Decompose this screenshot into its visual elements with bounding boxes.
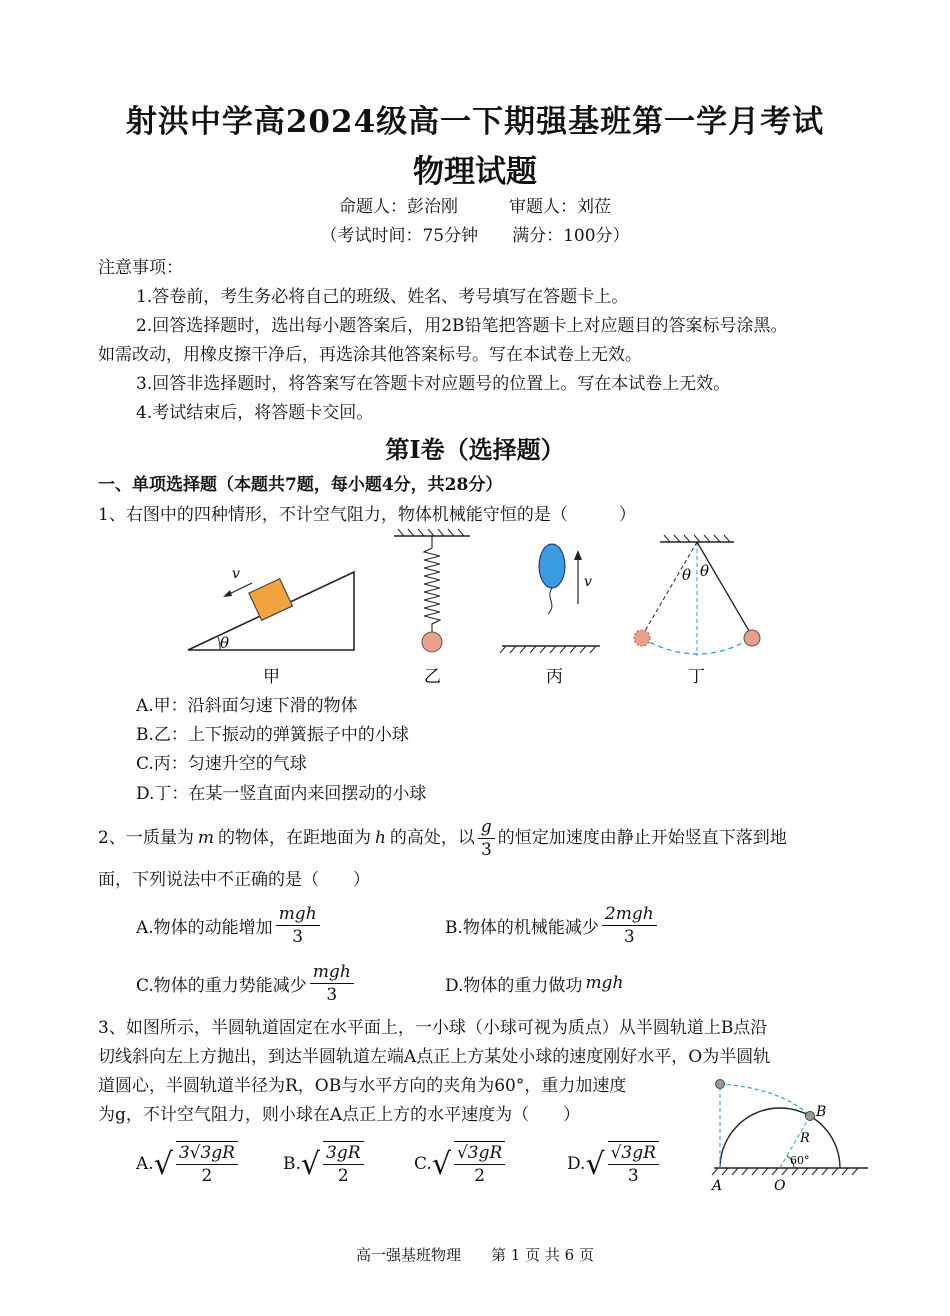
q2-stem: 2、一质量为 m 的物体，在距地面为 h 的高处，以 $\frac{g}{3}$ 的恒定加速度由静止开始竖直下落到地	[98, 816, 787, 860]
section-title: 第I卷（选择题）	[385, 435, 565, 464]
spring-figure	[394, 529, 470, 687]
q1-figure	[180, 528, 800, 692]
balloon-figure	[500, 544, 600, 687]
q2-option-d: D.物体的重力做功 mgh	[445, 973, 624, 996]
fig-label-ding: 丁	[688, 667, 705, 687]
svg-text:v: v	[232, 566, 240, 582]
authors-line: 命题人：彭治刚 审题人：刘莅	[339, 197, 611, 217]
exam-subtitle: 物理试题	[413, 154, 537, 190]
svg-text:O: O	[774, 1178, 786, 1194]
q1-stem: 1、右图中的四种情形，不计空气阻力，物体机械能守恒的是（ ）	[98, 505, 636, 525]
exam-title: 射洪中学高2024级高一下期强基班第一学月考试	[125, 104, 825, 140]
note-item-4: 4.考试结束后，将答题卡交回。	[136, 403, 374, 423]
q1-option-a: A.甲：沿斜面匀速下滑的物体	[136, 696, 358, 716]
q1-option-d: D.丁：在某一竖直面内来回摆动的小球	[136, 784, 427, 804]
q3-option-b: B. √ $\frac{3gR}{2}$	[283, 1136, 367, 1192]
note-item-3: 3.回答非选择题时，将答案写在答题卡对应题号的位置上。写在本试卷上无效。	[136, 374, 731, 394]
q1-option-c: C.丙：匀速升空的气球	[136, 754, 307, 774]
q3-line-3: 道圆心，半圆轨道半径为R，OB与水平方向的夹角为60°，重力加速度	[98, 1076, 627, 1096]
page-footer: 高一强基班物理 第 1 页 共 6 页	[356, 1246, 594, 1264]
fig-label-bing: 丙	[546, 667, 563, 687]
q3-option-a: A. √ $\frac{3√3gR}{2}$	[136, 1136, 241, 1192]
svg-text:R: R	[800, 1131, 810, 1146]
fig-label-jia: 甲	[263, 667, 280, 687]
q3-option-d: D. √ $\frac{√3gR}{3}$	[567, 1136, 662, 1192]
q3-option-c: C. √ $\frac{√3gR}{2}$	[414, 1136, 508, 1192]
q2-option-b: B.物体的机械能减少 $\frac{\text{2mgh}}{3}$	[445, 900, 660, 950]
svg-text:v: v	[584, 574, 592, 590]
sliding-block	[249, 579, 292, 621]
q2-stem-cont: 面，下列说法中不正确的是（ ）	[98, 870, 370, 890]
note-item-2-cont: 如需改动，用橡皮擦干净后，再选涂其他答案标号。写在本试卷上无效。	[98, 345, 642, 365]
q2-option-a: A.物体的动能增加 $\frac{\text{mgh}}{3}$	[136, 900, 323, 950]
svg-text:θ: θ	[682, 566, 692, 584]
q3-semicircle-figure	[700, 1072, 875, 1200]
q2-option-c: C.物体的重力势能减少 $\frac{\text{mgh}}{3}$	[136, 958, 357, 1008]
time-info: （考试时间：75分钟 满分：100分）	[320, 226, 630, 246]
q3-line-4: 为g，不计空气阻力，则小球在A点正上方的水平速度为（ ）	[98, 1105, 581, 1125]
fig-label-yi: 乙	[424, 667, 441, 687]
part1-title: 一、单项选择题（本题共7题，每小题4分，共28分）	[98, 475, 503, 495]
svg-text:60°: 60°	[790, 1154, 810, 1167]
incline-figure	[188, 566, 354, 687]
q3-line-2: 切线斜向左上方抛出，到达半圆轨道左端A点正上方某处小球的速度刚好水平，O为半圆轨	[98, 1047, 771, 1067]
pendulum-figure	[634, 535, 760, 687]
svg-text:A: A	[712, 1178, 723, 1194]
svg-text:B: B	[816, 1104, 827, 1120]
note-item-1: 1.答卷前，考生务必将自己的班级、姓名、考号填写在答题卡上。	[136, 287, 629, 307]
note-item-2: 2.回答选择题时，选出每小题答案后，用2B铅笔把答题卡上对应题目的答案标号涂黑。	[136, 316, 788, 336]
q3-line-1: 3、如图所示，半圆轨道固定在水平面上，一小球（小球可视为质点）从半圆轨道上B点沿	[98, 1018, 768, 1038]
svg-text:θ: θ	[220, 634, 230, 652]
q1-option-b: B.乙：上下振动的弹簧振子中的小球	[136, 725, 409, 745]
svg-text:θ: θ	[700, 562, 710, 580]
notes-heading: 注意事项：	[98, 258, 183, 278]
q2-accel-fraction: $\frac{g}{3}$	[478, 816, 495, 861]
